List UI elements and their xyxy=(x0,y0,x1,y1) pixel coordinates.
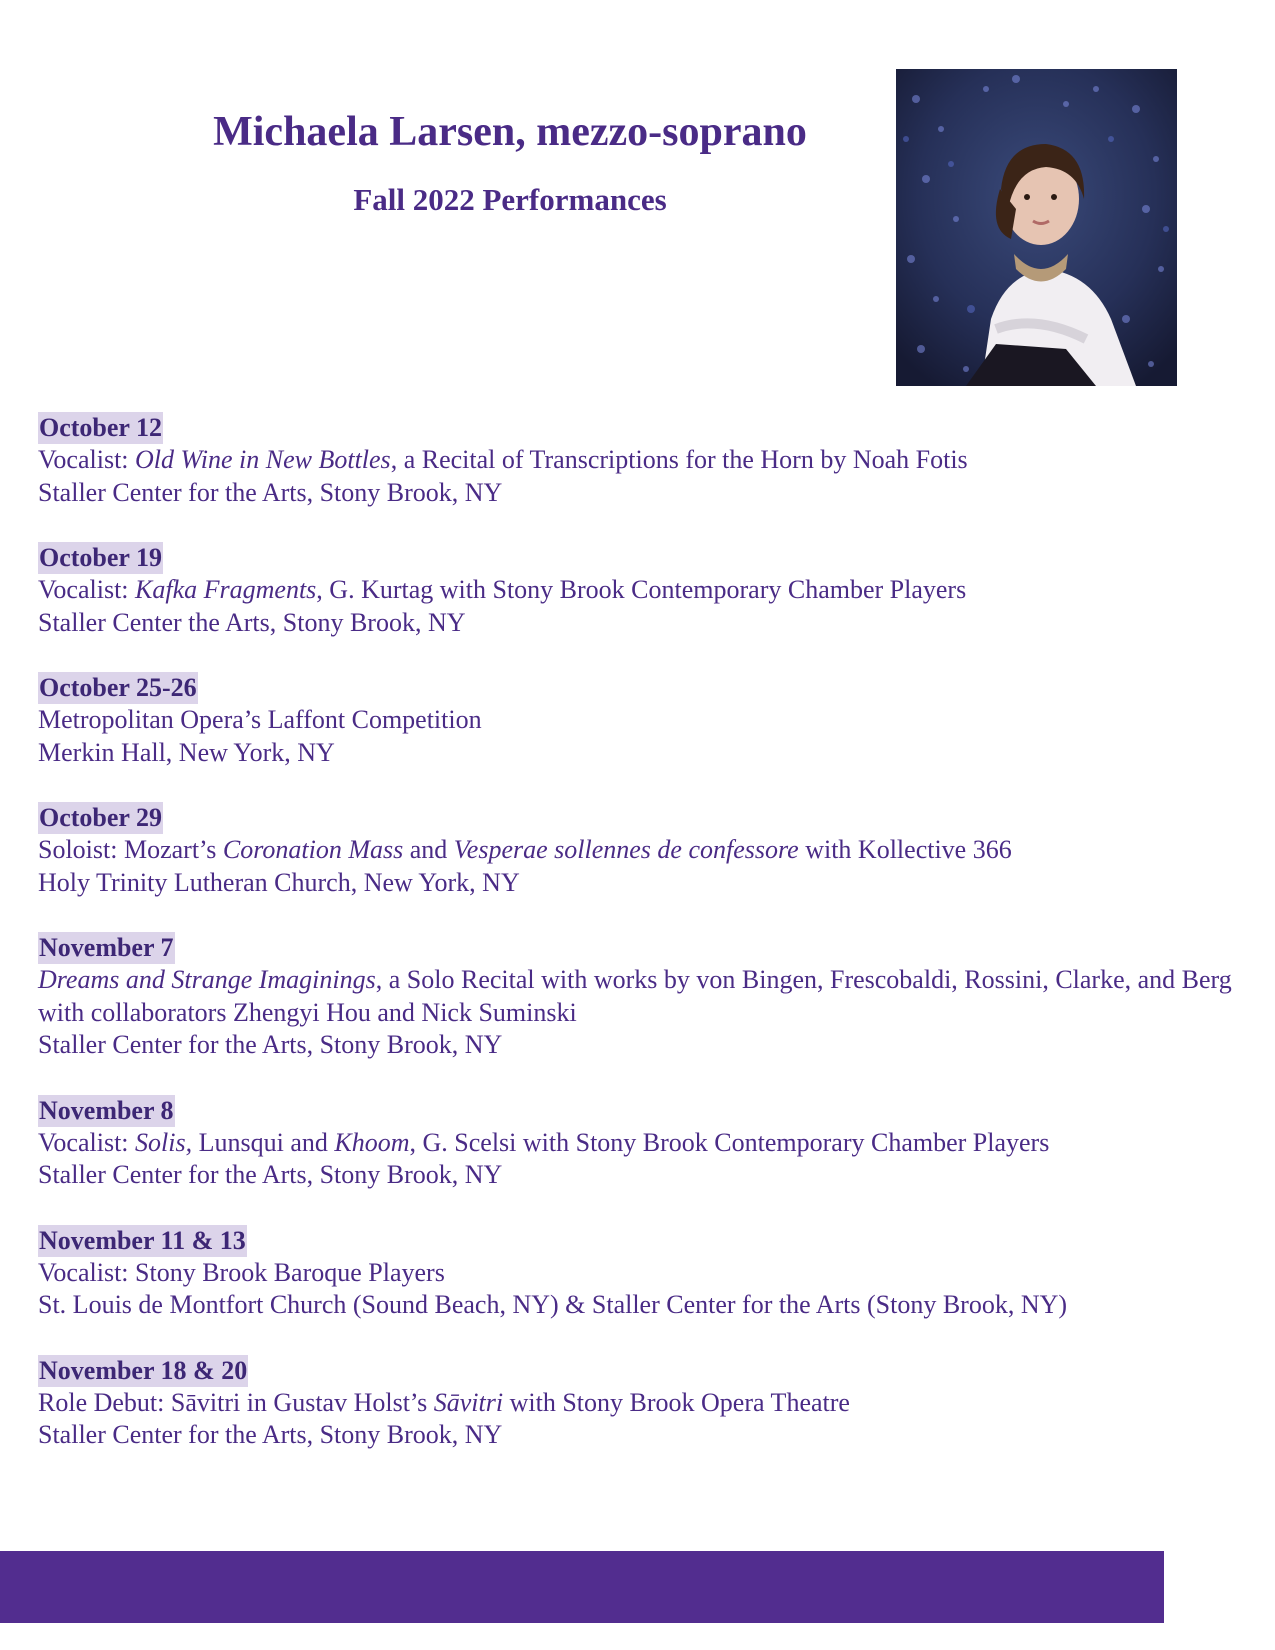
event-text: Staller Center for the Arts, Stony Brook, NY xyxy=(38,1030,503,1059)
portrait-photo xyxy=(896,69,1177,386)
event-text: Merkin Hall, New York, NY xyxy=(38,737,335,767)
event-detail-line xyxy=(38,444,1268,477)
event-text: Holy Trinity Lutheran Church, New York, NY xyxy=(38,867,520,897)
event-work-title: Solis, xyxy=(135,1127,193,1157)
event-text: Role Debut: Sāvitri in Gustav Holst’s xyxy=(38,1387,434,1417)
event-text: Staller Center for the Arts, Stony Brook, NY xyxy=(38,1160,503,1189)
event-item xyxy=(38,1225,1268,1322)
event-detail-line xyxy=(38,997,1268,1030)
event-detail-line xyxy=(38,1419,1268,1452)
event-text: with collaborators Zhengyi Hou and Nick Suminski xyxy=(38,997,577,1027)
event-detail-line xyxy=(38,574,1268,607)
event-text: and xyxy=(403,835,454,864)
event-text: , a Recital of Transcriptions for the Horn by Noah Fotis xyxy=(390,445,968,474)
event-date: November 8 xyxy=(39,1095,174,1125)
event-item xyxy=(38,1355,1268,1452)
event-text: , G. Kurtag with Stony Brook Contemporary Chamber Players xyxy=(316,575,967,604)
event-detail-line xyxy=(38,1127,1268,1160)
event-text: with Stony Brook Opera Theatre xyxy=(503,1387,850,1417)
events-list xyxy=(38,412,1268,1485)
event-text: , a Solo Recital with works by von Bingen, Frescobaldi, Rossini, Clarke, and Berg xyxy=(375,965,1232,994)
event-item xyxy=(38,412,1268,509)
event-work-title: Khoom xyxy=(334,1127,410,1157)
event-item xyxy=(38,672,1268,769)
page-title: Michaela Larsen, mezzo-soprano xyxy=(213,109,807,155)
event-item xyxy=(38,932,1268,1062)
event-detail-line xyxy=(38,607,1268,640)
event-detail-line xyxy=(38,1289,1268,1322)
event-detail-line xyxy=(38,1387,1268,1420)
event-text: Lunsqui and xyxy=(192,1127,335,1157)
event-item xyxy=(38,542,1268,639)
event-work-title: Kafka Fragments xyxy=(135,575,317,604)
event-detail-line xyxy=(38,1159,1268,1192)
event-detail-line xyxy=(38,1029,1268,1062)
event-text: Vocalist: xyxy=(38,445,136,474)
event-work-title: Sāvitri xyxy=(433,1387,504,1417)
footer-bar xyxy=(0,1551,1164,1623)
event-date: November 18 & 20 xyxy=(39,1355,248,1385)
event-text: St. Louis de Montfort Church (Sound Beach, NY) & Staller Center for the Arts (Stony Brook, NY) xyxy=(38,1290,1068,1319)
event-text: , G. Scelsi with Stony Brook Contemporary Chamber Players xyxy=(409,1127,1050,1157)
event-date: October 19 xyxy=(39,543,162,572)
event-date: October 12 xyxy=(39,413,162,442)
event-text: Staller Center for the Arts, Stony Brook, NY xyxy=(38,1420,503,1449)
event-text: Vocalist: xyxy=(38,1127,136,1157)
event-text: Staller Center for the Arts, Stony Brook, NY xyxy=(38,477,503,507)
event-text: Metropolitan Opera’s Laffont Competition xyxy=(38,705,482,734)
event-text: Vocalist: xyxy=(38,575,136,604)
event-detail-line xyxy=(38,704,1268,737)
event-item xyxy=(38,1095,1268,1192)
event-detail-line xyxy=(38,834,1268,867)
event-item xyxy=(38,802,1268,899)
event-detail-line xyxy=(38,867,1268,900)
event-text: with Kollective 366 xyxy=(798,835,1012,864)
event-text: Vocalist: Stony Brook Baroque Players xyxy=(38,1257,445,1287)
event-detail-line xyxy=(38,1257,1268,1290)
event-text: Soloist: Mozart’s xyxy=(38,835,223,864)
event-work-title: Dreams and Strange Imaginings xyxy=(38,965,376,994)
event-date: November 7 xyxy=(39,933,174,962)
event-work-title: Old Wine in New Bottles xyxy=(135,445,391,474)
event-detail-line xyxy=(38,964,1268,997)
event-detail-line xyxy=(38,477,1268,510)
event-date: November 11 & 13 xyxy=(39,1225,246,1255)
event-date: October 29 xyxy=(39,803,162,832)
page-subtitle: Fall 2022 Performances xyxy=(353,182,667,217)
event-date: October 25-26 xyxy=(39,673,197,702)
event-work-title: Vesperae sollennes de confessore xyxy=(453,835,799,864)
event-work-title: Coronation Mass xyxy=(222,835,404,864)
event-text: Staller Center the Arts, Stony Brook, NY xyxy=(38,607,466,637)
event-detail-line xyxy=(38,737,1268,770)
